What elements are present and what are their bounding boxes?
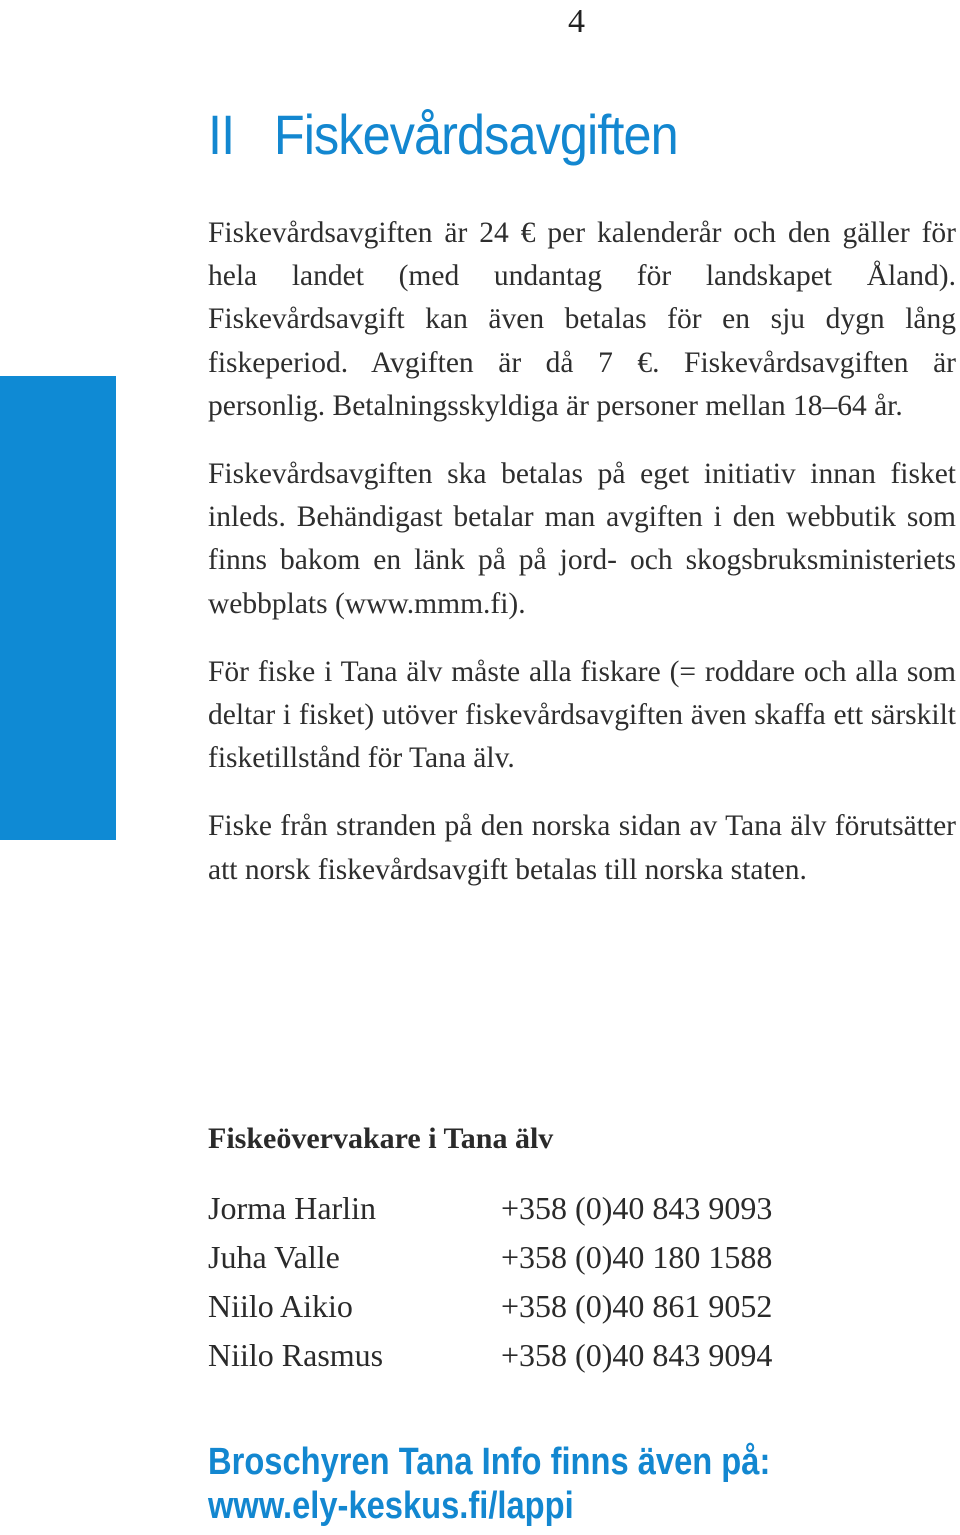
footer-text: Broschyren Tana Info finns även på: bbox=[208, 1441, 771, 1483]
chapter-number: II bbox=[208, 103, 235, 166]
contact-name: Niilo Rasmus bbox=[208, 1337, 384, 1373]
contacts-heading: Fiskeövervakare i Tana älv bbox=[208, 1122, 554, 1155]
footer-link[interactable]: www.ely-keskus.fi/lappi bbox=[208, 1485, 574, 1527]
footer-note bbox=[208, 1440, 844, 1528]
contacts-section bbox=[208, 1118, 928, 1380]
paragraph-tana-permit: För fiske i Tana älv måste alla fiskare (= roddare och alla som deltar i fisket) utöver fiskevårdsavgiften även skaffa ett särskilt fisketillstånd för Tana älv. bbox=[208, 655, 956, 775]
contact-row bbox=[208, 1184, 928, 1233]
page-number: 4 bbox=[568, 3, 585, 40]
chapter-title: Fiskevårdsavgiften bbox=[273, 103, 678, 166]
chapter-heading bbox=[208, 98, 678, 172]
contact-name: Juha Valle bbox=[208, 1239, 340, 1275]
contact-name: Niilo Aikio bbox=[208, 1288, 353, 1324]
contact-name: Jorma Harlin bbox=[208, 1190, 376, 1226]
contact-phone: +358 (0)40 861 9052 bbox=[501, 1288, 773, 1324]
paragraph-fee-info: Fiskevårdsavgiften är 24 € per kalenderår och den gäller för hela landet (med undantag för landskapet Åland). Fiskevårdsavgift kan även betalas för en sju dygn lång fiskeperiod. Avgiften är då 7 €. Fiskevårdsavgiften är personlig. Betalningsskyldiga är personer mellan 18–64 år. bbox=[208, 217, 956, 422]
side-tab-marker bbox=[0, 376, 116, 840]
contact-phone: +358 (0)40 843 9093 bbox=[501, 1190, 773, 1226]
contact-row bbox=[208, 1331, 928, 1380]
paragraph-norwegian-side: Fiske från stranden på den norska sidan av Tana älv förutsätter att norsk fiskevårdsavgift betalas till norska staten. bbox=[208, 810, 956, 886]
contact-row bbox=[208, 1233, 928, 1282]
contact-list bbox=[208, 1184, 928, 1380]
contact-phone: +358 (0)40 843 9094 bbox=[501, 1337, 773, 1373]
body-text bbox=[208, 212, 956, 892]
contact-phone: +358 (0)40 180 1588 bbox=[501, 1239, 773, 1275]
paragraph-payment: Fiskevårdsavgiften ska betalas på eget initiativ innan fisket inleds. Behändigast betalar man avgiften i den webbutik som finns bakom en länk på på jord- och skogsbruksministeriets webbplats (www.mmm.fi). bbox=[208, 458, 956, 620]
contact-row bbox=[208, 1282, 928, 1331]
